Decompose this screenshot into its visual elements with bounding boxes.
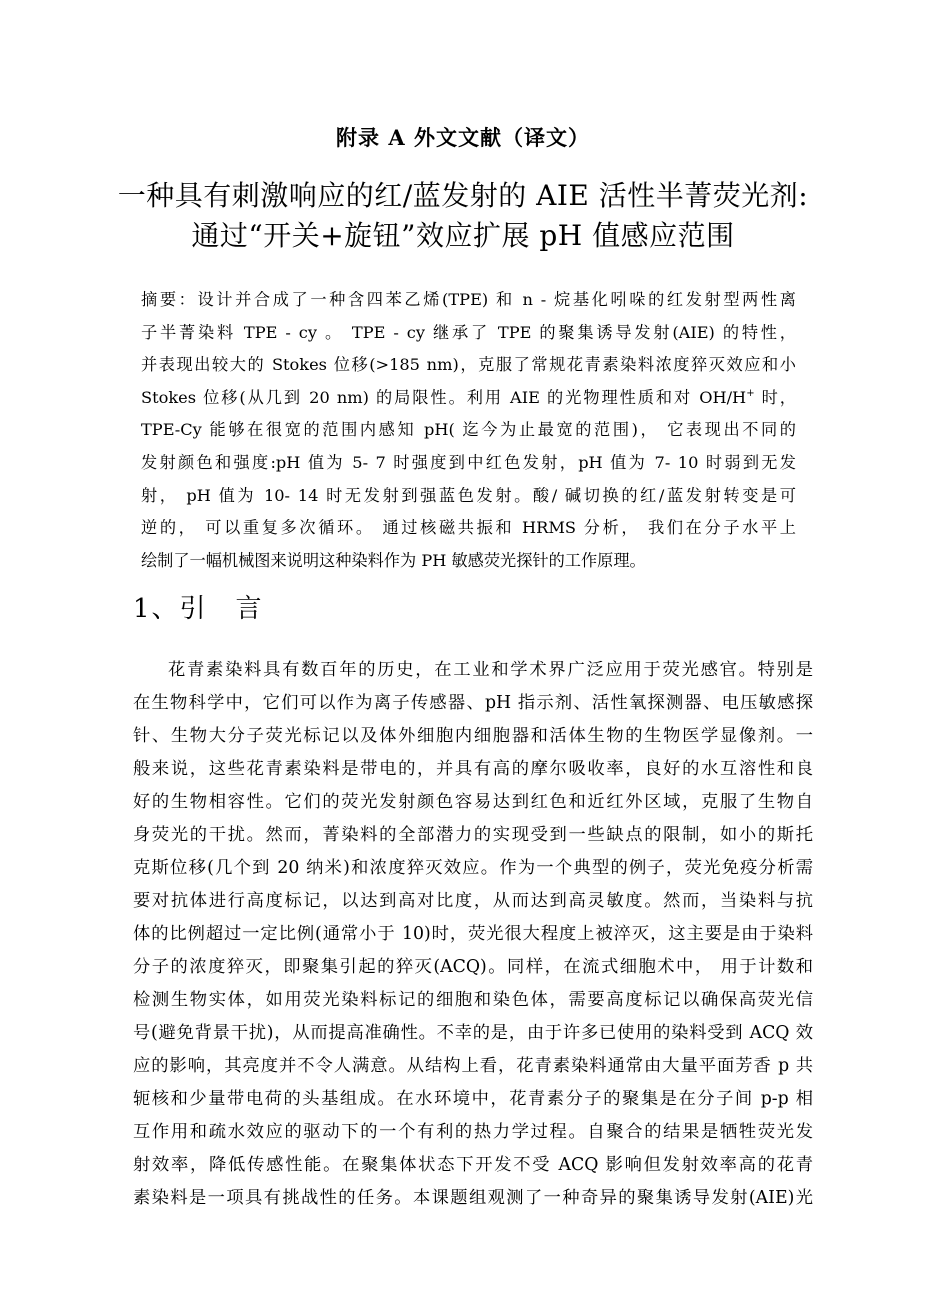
abstract-line: 摘要：设计并合成了一种含四苯乙烯(TPE) 和 n - 烷基化吲哚的红发射型两性离 (141, 290, 796, 309)
body-line: 身荧光的干扰。然而，菁染料的全部潜力的实现受到一些缺点的限制，如小的斯托 (133, 825, 813, 845)
abstract-line: 并表现出较大的 Stokes 位移(>185 nm)，克服了常规花青素染料浓度猝灭效应和小 (141, 355, 796, 375)
abstract-line-text: Stokes 位移(从几到 20 nm) 的局限性。利用 AIE 的光物理性质和对 OH/H (141, 387, 747, 407)
body-line: 般来说，这些花青素染料是带电的，并具有高的摩尔吸收率，良好的水互溶性和良 (133, 759, 813, 779)
body-line: 分子的浓度猝灭，即聚集引起的猝灭(ACQ)。同样，在流式细胞术中， 用于计数和 (133, 957, 813, 977)
abstract-line: 射， pH 值为 10- 14 时无发射到强蓝色发射。酸/ 碱切换的红/蓝发射转变是可 (141, 485, 796, 505)
abstract-line: 发射颜色和强度:pH 值为 5- 7 时强度到中红色发射，pH 值为 7- 10 时弱到无发 (141, 452, 796, 472)
appendix-title: 附录 A 外文文献（译文） (336, 125, 590, 150)
paper-title-line-2: 通过“开关+旋钮”效应扩展 pH 值感应范围 (191, 219, 735, 252)
paper-title (100, 176, 826, 256)
abstract-line-tail: 时， (754, 387, 796, 407)
section-heading-introduction: 1、引 言 (133, 594, 264, 624)
paper-title-line-1: 一种具有刺激响应的红/蓝发射的 AIE 活性半菁荧光剂: (117, 179, 809, 212)
body-line: 体的比例超过一定比例(通常小于 10)时，荧光很大程度上被淬灭，这主要是由于染料 (133, 924, 813, 944)
body-line: 在生物科学中，它们可以作为离子传感器、pH 指示剂、活性氧探测器、电压敏感探 (133, 693, 813, 713)
abstract (141, 284, 796, 577)
body-line: 互作用和疏水效应的驱动下的一个有利的热力学过程。自聚合的结果是牺牲荧光发 (133, 1122, 813, 1142)
body-line: 好的生物相容性。它们的荧光发射颜色容易达到红色和近红外区域，克服了生物自 (133, 792, 813, 812)
body-line: 针、生物大分子荧光标记以及体外细胞内细胞器和活体生物的生物医学显像剂。一 (133, 726, 813, 746)
body-line: 轭核和少量带电荷的头基组成。在水环境中，花青素分子的聚集是在分子间 p-p 相 (133, 1089, 813, 1109)
body-line: 素染料是一项具有挑战性的任务。本课题组观测了一种奇异的聚集诱导发射(AIE)光 (133, 1188, 813, 1208)
body-line: 花青素染料具有数百年的历史，在工业和学术界广泛应用于荧光感官。特别是 (168, 660, 813, 680)
body-line: 号(避免背景干扰)，从而提高准确性。不幸的是，由于许多已使用的染料受到 ACQ 效 (133, 1023, 813, 1043)
body-line: 应的影响，其亮度并不令人满意。从结构上看，花青素染料通常由大量平面芳香 p 共 (133, 1056, 813, 1076)
abstract-line: 子半菁染料 TPE - cy 。 TPE - cy 继承了 TPE 的聚集诱导发射(AIE) 的特性， (141, 322, 796, 342)
superscript-plus: + (746, 387, 755, 399)
body-line: 要对抗体进行高度标记，以达到高对比度，从而达到高灵敏度。然而，当染料与抗 (133, 891, 813, 911)
body-paragraph (133, 654, 813, 1215)
abstract-line: TPE-Cy 能够在很宽的范围内感知 pH( 迄今为止最宽的范围)， 它表现出不同的 (141, 420, 796, 440)
body-line: 克斯位移(几个到 20 纳米)和浓度猝灭效应。作为一个典型的例子，荧光免疫分析需 (133, 858, 813, 878)
body-line: 射效率，降低传感性能。在聚集体状态下开发不受 ACQ 影响但发射效率高的花青 (133, 1155, 813, 1175)
abstract-line-with-superscript (141, 382, 796, 415)
abstract-line: 逆的， 可以重复多次循环。 通过核磁共振和 HRMS 分析， 我们在分子水平上 (141, 518, 796, 538)
body-line: 检测生物实体，如用荧光染料标记的细胞和染色体，需要高度标记以确保高荧光信 (133, 990, 813, 1010)
abstract-line: 绘制了一幅机械图来说明这种染料作为 PH 敏感荧光探针的工作原理。 (141, 550, 646, 570)
